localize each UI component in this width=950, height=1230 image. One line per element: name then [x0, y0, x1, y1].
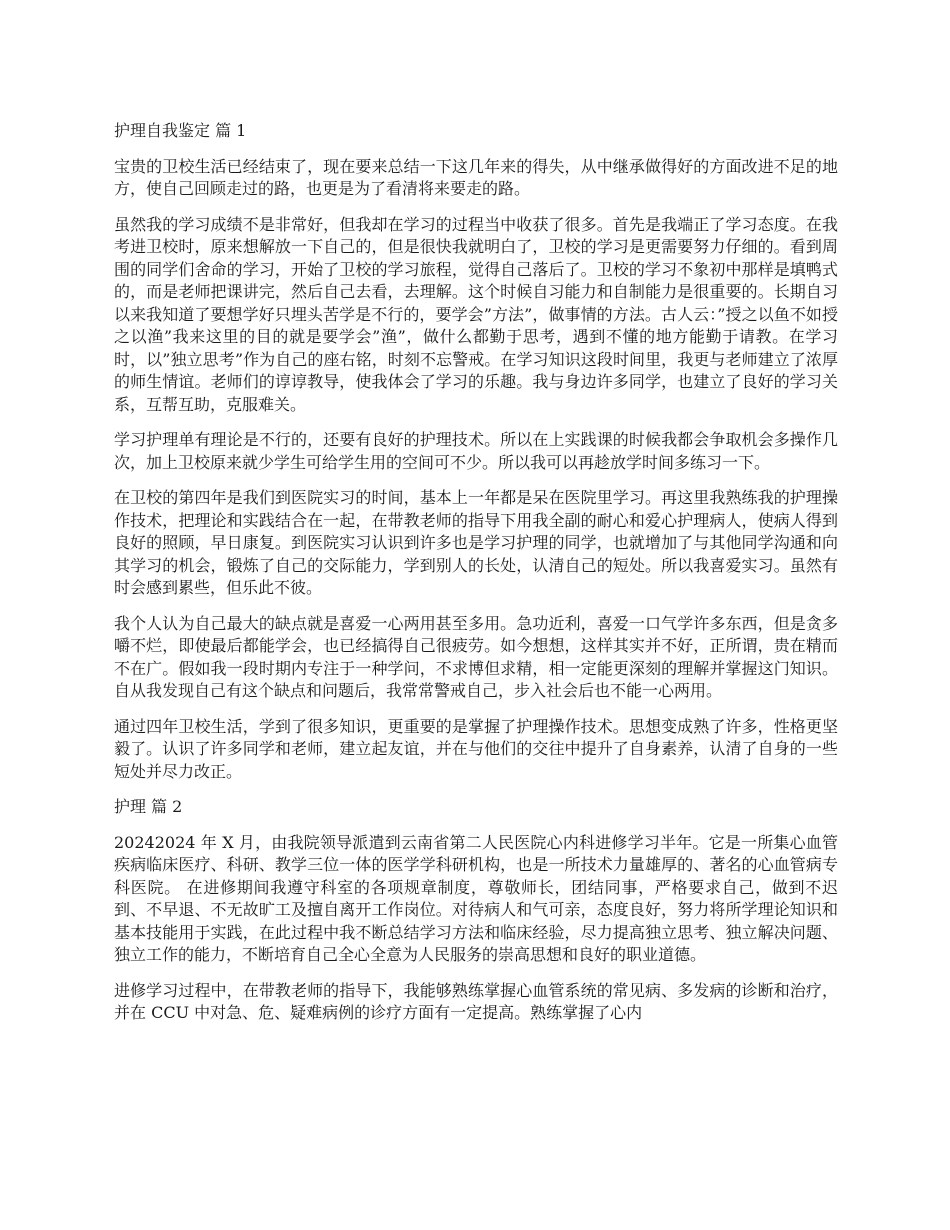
section-1-paragraph-4: 在卫校的第四年是我们到医院实习的时间，基本上一年都是呆在医院里学习。再这里我熟练我的护理操作技术，把理论和实践结合在一起，在带教老师的指导下用我全副的耐心和爱心护理病人，使病人得到良好的照顾，早日康复。到医院实习认识到许多也是学习护理的同学，也就增加了与其他同学沟通和向其学习的机会，锻炼了自己的交际能力，学到别人的长处，认清自己的短处。所以我喜爱实习。虽然有时会感到累些，但乐此不彼。 [114, 488, 838, 597]
document-body [114, 120, 838, 1038]
section-1-paragraph-1: 宝贵的卫校生活已经结束了，现在要来总结一下这几年来的得失，从中继承做得好的方面改进不足的地方，使自己回顾走过的路，也更是为了看清将来要走的路。 [114, 156, 838, 198]
section-2-heading: 护理 篇 2 [114, 797, 183, 816]
section-2-paragraph-2: 进修学习过程中，在带教老师的指导下，我能够熟练掌握心血管系统的常见病、多发病的诊断和治疗，并在 CCU 中对急、危、疑难病例的诊疗方面有一定提高。熟练掌握了心内 [114, 980, 838, 1022]
section-2-paragraph-1: 20242024 年 X 月，由我院领导派遣到云南省第二人民医院心内科进修学习半年。它是一所集心血管疾病临床医疗、科研、教学三位一体的医学学科研机构，也是一所技术力量雄厚的、著名的心血管病专科医院。 在进修期间我遵守科室的各项规章制度，尊敬师长，团结同事，严格要求自己，做到不迟到、不早退、不无故旷工及擅自离开工作岗位。对待病人和气可亲，态度良好，努力将所学理论知识和基本技能用于实践，在此过程中我不断总结学习方法和临床经验，尽力提高独立思考、独立解决问题、独立工作的能力，不断培育自己全心全意为人民服务的崇高思想和良好的职业道德。 [114, 832, 838, 964]
section-1-paragraph-5: 我个人认为自己最大的缺点就是喜爱一心两用甚至多用。急功近利，喜爱一口气学许多东西，但是贪多嚼不烂，即使最后都能学会，也已经搞得自己很疲劳。如今想想，这样其实并不好，正所谓，贵在精而不在广。假如我一段时期内专注于一种学问，不求博但求精，相一定能更深刻的理解并掌握这门知识。自从我发现自己有这个缺点和问题后，我常常警戒自己，步入社会后也不能一心两用。 [114, 613, 838, 700]
section-1-paragraph-2: 虽然我的学习成绩不是非常好，但我却在学习的过程当中收获了很多。首先是我端正了学习态度。在我考进卫校时，原来想解放一下自己的，但是很快我就明白了，卫校的学习是更需要努力仔细的。看到周围的同学们舍命的学习，开始了卫校的学习旅程，觉得自己落后了。卫校的学习不象初中那样是填鸭式的，而是老师把课讲完，然后自己去看，去理解。这个时候自习能力和自制能力是很重要的。长期自习以来我知道了要想学好只埋头苦学是不行的，要学会”方法”，做事情的方法。古人云：”授之以鱼不如授之以渔”我来这里的目的就是要学会”渔”，做什么都勤于思考，遇到不懂的地方能勤于请教。在学习时，以”独立思考”作为自己的座右铭，时刻不忘警戒。在学习知识这段时间里，我更与老师建立了浓厚的师生情谊。老师们的谆谆教导，使我体会了学习的乐趣。我与身边许多同学，也建立了良好的学习关系，互帮互助，克服难关。 [114, 214, 838, 414]
section-1-paragraph-6: 通过四年卫校生活，学到了很多知识，更重要的是掌握了护理操作技术。思想变成熟了许多，性格更坚毅了。认识了许多同学和老师，建立起友谊，并在与他们的交往中提升了自身素养，认清了自身的一些短处并尽力改正。 [114, 716, 838, 781]
section-1-heading: 护理自我鉴定 篇 1 [114, 121, 247, 140]
section-1-paragraph-3: 学习护理单有理论是不行的，还要有良好的护理技术。所以在上实践课的时候我都会争取机会多操作几次，加上卫校原来就少学生可给学生用的空间可不少。所以我可以再趁放学时间多练习一下。 [114, 430, 838, 472]
